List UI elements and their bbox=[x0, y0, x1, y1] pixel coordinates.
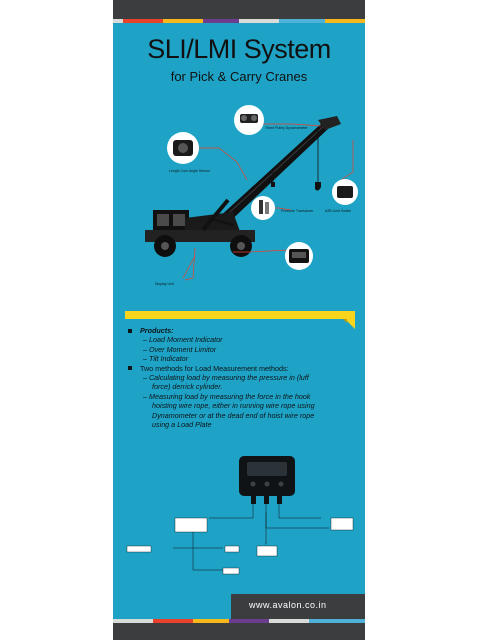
pressure-transducer-callout bbox=[251, 196, 275, 220]
three-pulley-label: Three Pulley Dynamometer bbox=[265, 126, 308, 130]
poster bbox=[113, 0, 365, 640]
method-2-line: – Measuring load by measuring the force in the hook bbox=[143, 391, 311, 401]
display-unit-callout bbox=[285, 242, 313, 270]
hook-2 bbox=[315, 182, 321, 191]
product-info bbox=[125, 326, 355, 429]
top-dark-band bbox=[113, 0, 365, 19]
methods-heading: Two methods for Load Measurement methods: bbox=[140, 363, 289, 373]
bullet-square bbox=[128, 366, 132, 370]
pressure-transducer-label: Pressure Transducer bbox=[281, 209, 314, 213]
poster-title: SLI/LMI System bbox=[147, 34, 331, 64]
crane-boom bbox=[216, 116, 341, 228]
a2b-limit-switch-callout bbox=[332, 179, 358, 205]
top-color-stripes bbox=[113, 19, 365, 23]
three-pulley-callout bbox=[234, 105, 264, 135]
website-url: www.avalon.co.in bbox=[249, 600, 327, 610]
a2b-limit-switch-label: A2B Limit Switch bbox=[325, 209, 352, 213]
poster-subtitle: for Pick & Carry Cranes bbox=[170, 69, 308, 84]
length-cum-angle-label: Length Cum Angle Sensor bbox=[169, 169, 210, 173]
product-item: – Load Moment Indicator bbox=[143, 335, 223, 345]
product-item: – Tilt Indicator bbox=[143, 354, 189, 364]
display-unit-device bbox=[239, 456, 295, 504]
system-wiring-diagram bbox=[113, 452, 365, 592]
method-2-line: hoisting wire rope, either in running wire rope using bbox=[152, 401, 315, 411]
display-unit-label: Display Unit bbox=[155, 282, 174, 286]
product-item: – Over Moment Limitor bbox=[143, 344, 217, 354]
diagram-boxes bbox=[127, 518, 353, 574]
wiring-lines bbox=[173, 504, 329, 570]
products-heading: Products: bbox=[140, 326, 174, 335]
method-1-line: force) derrick cylinder. bbox=[152, 382, 223, 392]
products-bullet bbox=[125, 326, 355, 335]
bottom-dark-band bbox=[113, 623, 365, 640]
hook-1 bbox=[271, 182, 275, 187]
bullet-square bbox=[128, 329, 132, 333]
method-1-line: – Calculating load by measuring the pressure in (luff bbox=[143, 373, 309, 383]
method-2-line: using a Load Plate bbox=[152, 420, 212, 430]
crane-illustration bbox=[113, 100, 365, 300]
length-cum-angle-callout bbox=[167, 132, 199, 164]
method-2-line: Dynamometer or at the dead end of hoist wire rope bbox=[152, 410, 315, 420]
methods-bullet bbox=[125, 364, 355, 373]
